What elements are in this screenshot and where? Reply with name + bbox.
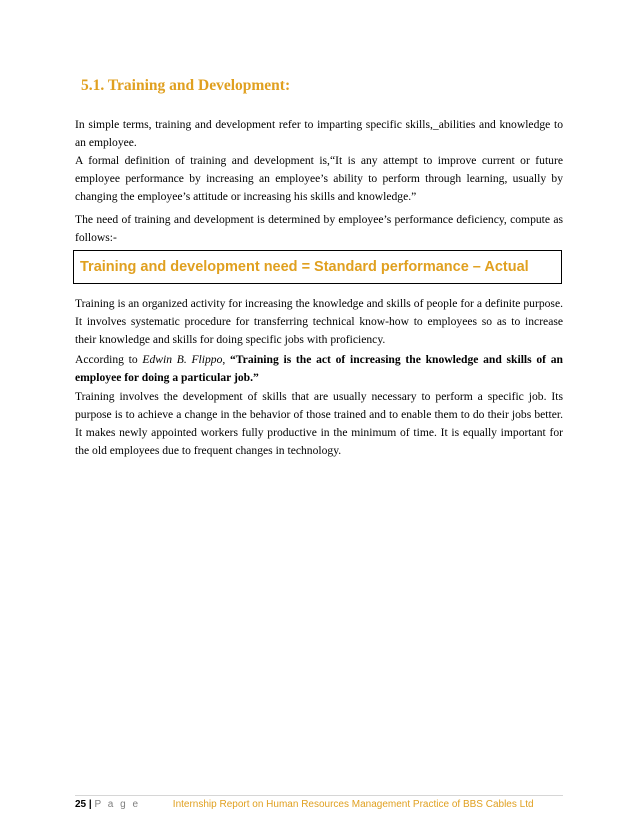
- footer-divider: [75, 795, 563, 796]
- formula-box: [73, 250, 562, 284]
- footer-separator: |: [88, 799, 92, 810]
- quote-text: “Training is the act of increasing the knowledge and skills of an employee for doing a particular job.”: [75, 353, 564, 384]
- formula-text: Training and development need = Standard performance – Actual: [80, 259, 529, 275]
- quote-intro: According to: [75, 353, 143, 366]
- footer-page-number: 25: [75, 799, 87, 810]
- paragraph-definition-simple: In simple terms, training and development refer to imparting specific skills,_abilities and knowledge to an employee.: [75, 118, 563, 149]
- paragraph-organized-activity: Training is an organized activity for increasing the knowledge and skills of people for a definite purpose. It involves systematic procedure for transferring technical know-how to employees so as to increase their knowledge and skills for doing specific jobs with proficiency.: [75, 297, 563, 346]
- section-heading: 5.1. Training and Development:: [81, 77, 291, 94]
- quote-author: Edwin B. Flippo: [142, 353, 223, 366]
- quote-comma: ,: [222, 353, 230, 366]
- footer-page-label: P a g e: [94, 799, 141, 810]
- paragraph-definition-formal: A formal definition of training and development is,“It is any attempt to improve current or future employee performance by increasing an employee’s ability to perform through learning, usually by changing the employee’s attitude or increasing his skills and knowledge.”: [75, 154, 563, 203]
- paragraph-skills-development: Training involves the development of skills that are usually necessary to perform a specific job. Its purpose is to achieve a change in the behavior of those trained and to enable them to do their jobs better. It makes newly appointed workers fully productive in the minimum of time. It is equally important for the old employees due to frequent changes in technology.: [75, 390, 563, 457]
- page-footer: [75, 798, 563, 812]
- paragraph-flippo-quote: [75, 351, 563, 387]
- footer-report-title: Internship Report on Human Resources Management Practice of BBS Cables Ltd: [172, 799, 534, 810]
- paragraph-need-intro: The need of training and development is determined by employee’s performance deficiency, compute as follows:-: [75, 213, 563, 244]
